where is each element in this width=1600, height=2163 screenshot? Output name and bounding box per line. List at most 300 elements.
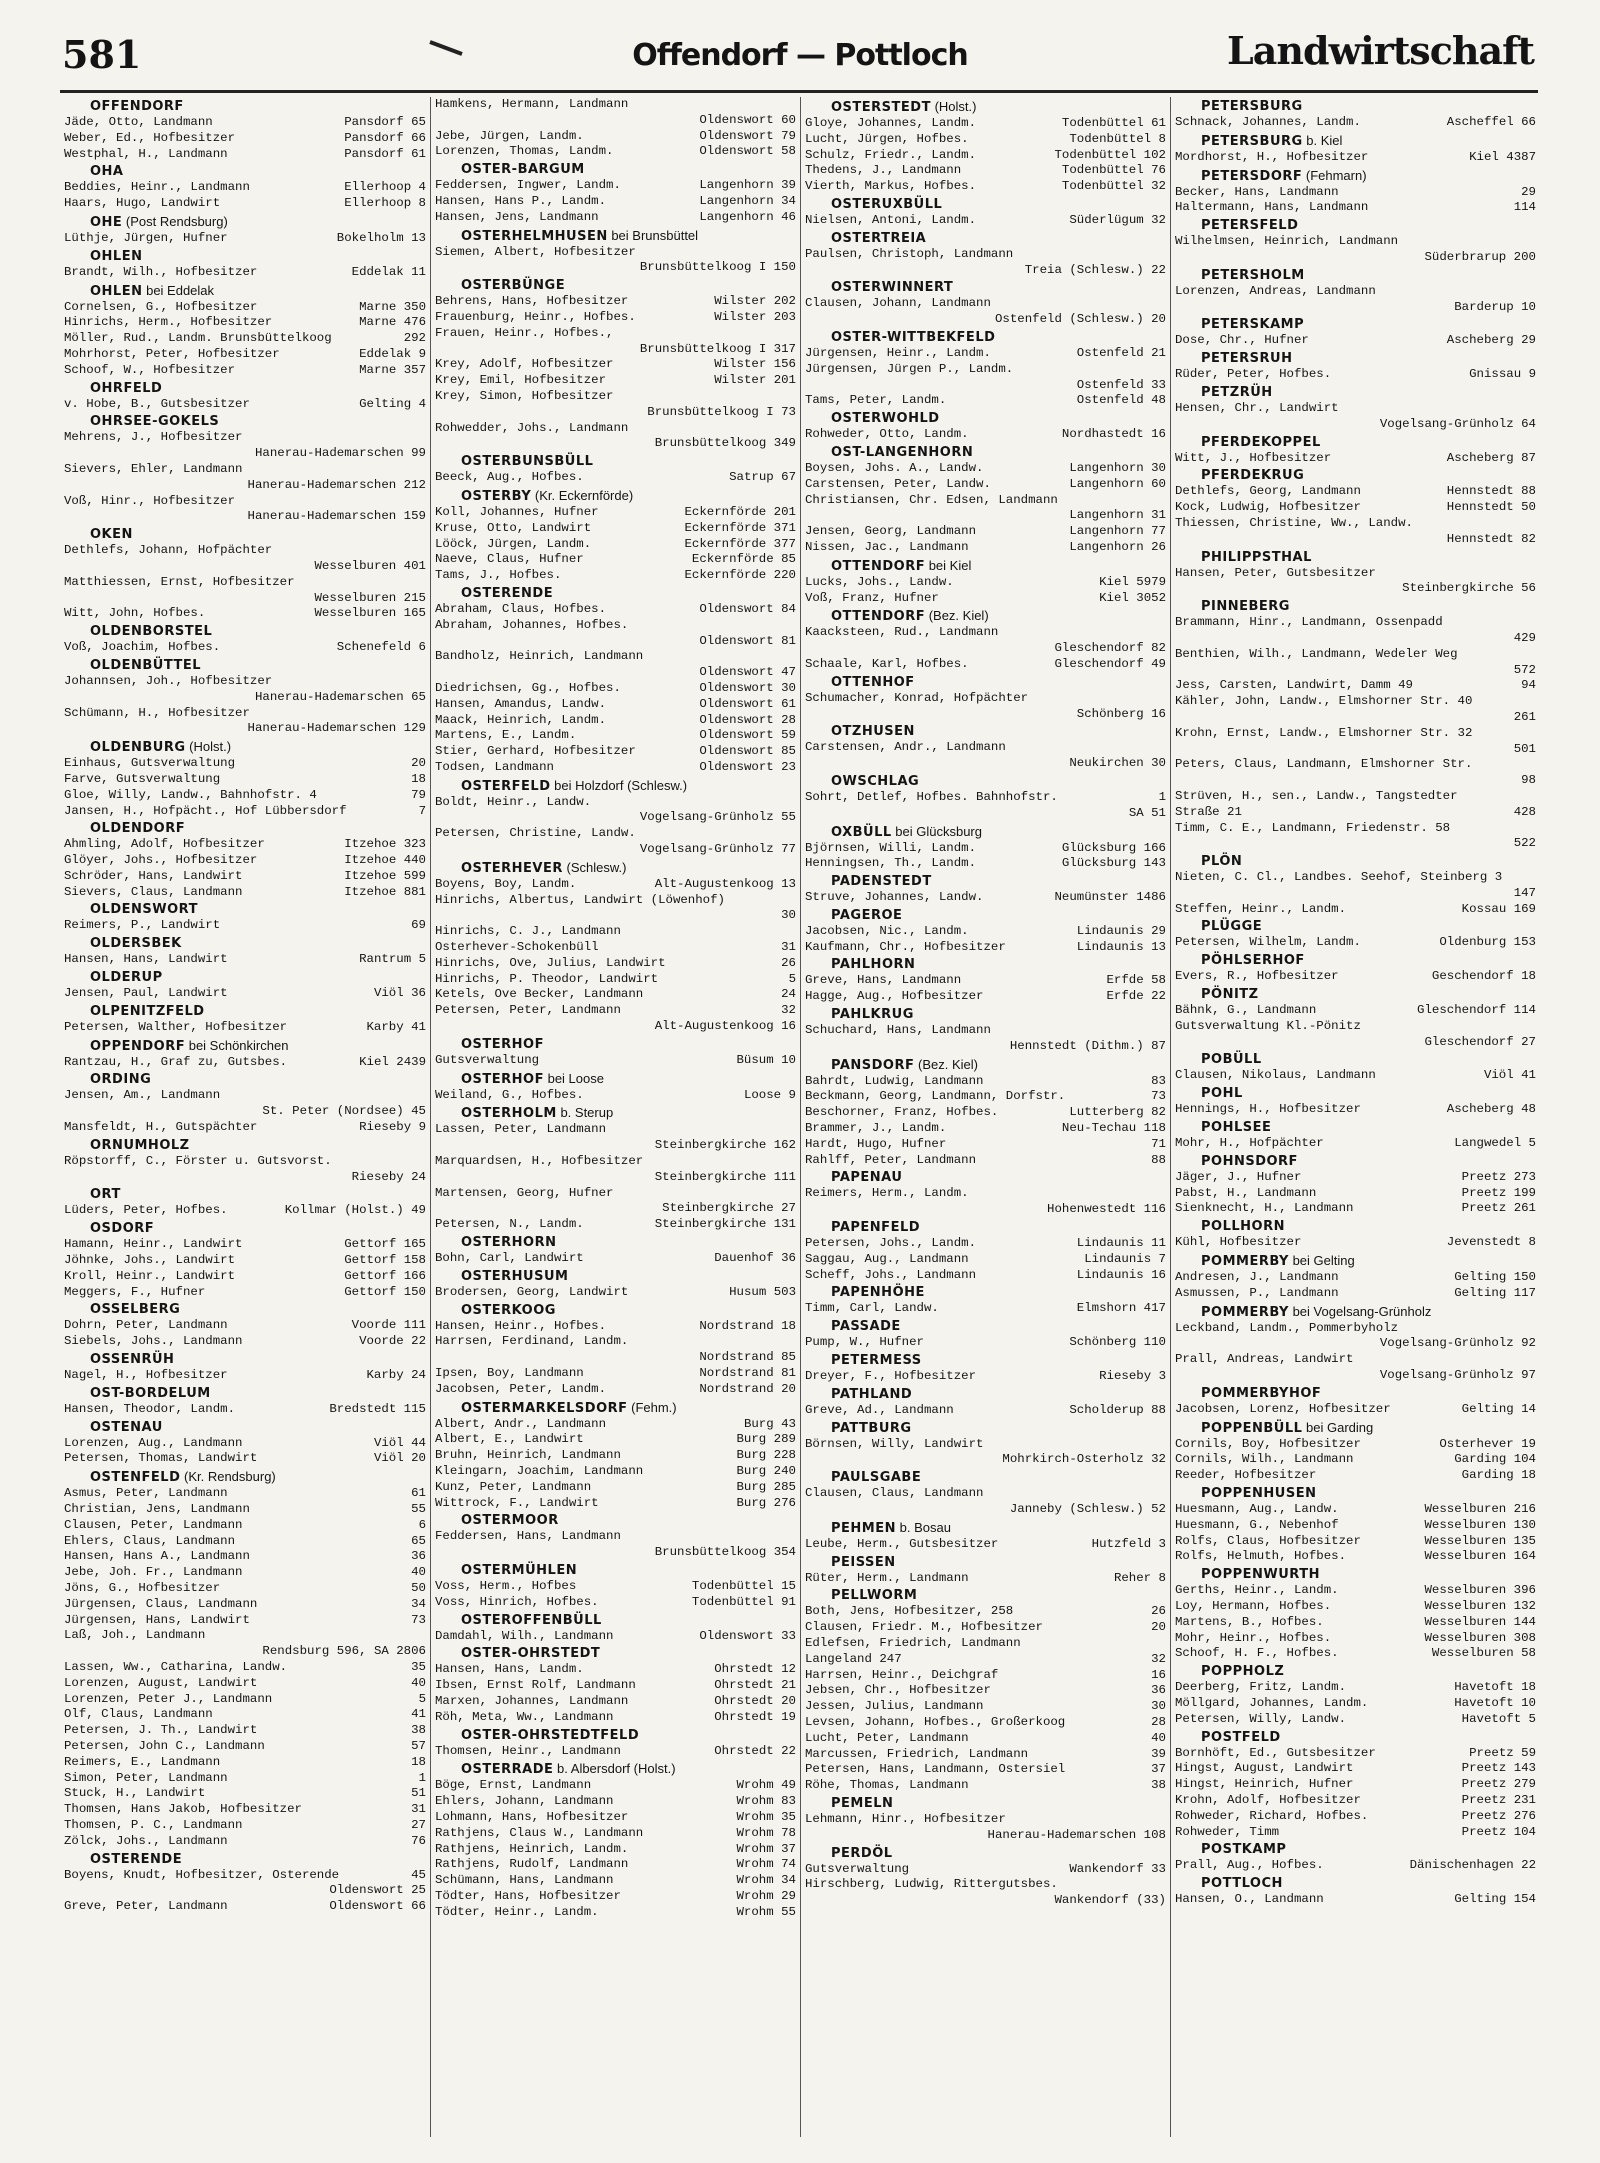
entry-phone: Eddelak 9 — [359, 346, 426, 361]
entry-name: Schoof, H. F., Hofbes. — [1175, 1646, 1339, 1661]
entry-name: Jöns, G., Hofbesitzer — [64, 1581, 221, 1595]
directory-entry — [435, 1251, 796, 1267]
directory-entry — [805, 427, 1166, 443]
entry-name: Abraham, Claus, Hofbes. — [435, 601, 607, 616]
entry-phone: Burg 240 — [736, 1463, 796, 1478]
directory-entry — [435, 294, 796, 310]
entry-name: Schümann, H., Hofbesitzer — [64, 705, 250, 720]
entry-name: Boysen, Johs. A., Landw. — [805, 460, 984, 475]
locality-heading: OSTERBÜNGE — [461, 278, 566, 294]
directory-entry — [1175, 647, 1536, 663]
locality-heading: PINNEBERG — [1201, 599, 1290, 615]
locality-heading: PETERSBURG b. Kiel — [1201, 132, 1343, 149]
entry-phone — [1530, 870, 1536, 886]
locality-block — [805, 99, 1166, 195]
locality-block — [1175, 1154, 1536, 1217]
entry-name: Glöyer, Johs., Hofbesitzer — [64, 853, 258, 868]
directory-entry — [1175, 1402, 1536, 1418]
entry-name: Maack, Heinrich, Landm. — [435, 712, 607, 727]
entry-phone: Oldenswort 85 — [699, 744, 796, 759]
entry-phone: Bokelholm 13 — [336, 230, 426, 245]
entry-name: Hansen, Peter, Gutsbesitzer — [1175, 565, 1376, 580]
entry-name: Jess, Carsten, Landwirt, Damm 49 — [1175, 678, 1413, 693]
entry-phone: Schenefeld 6 — [336, 640, 426, 655]
directory-entry — [435, 568, 796, 584]
entry-name: Schröder, Hans, Landwirt — [64, 868, 243, 883]
locality-block — [1175, 1304, 1536, 1384]
directory-entry — [64, 1597, 426, 1613]
entry-name: Mehrens, J., Hofbesitzer — [64, 430, 243, 445]
entry-phone: Ohrstedt 20 — [714, 1693, 796, 1708]
entry-name: Reimers, P., Landwirt — [64, 918, 221, 933]
directory-entry — [64, 640, 426, 656]
entry-phone: Elmshorn 417 — [1076, 1301, 1166, 1316]
locality-block — [435, 586, 796, 776]
entry-name: Sohrt, Detlef, Hofbes. Bahnhofstr. — [805, 789, 1058, 804]
entry-phone: Neumünster 1486 — [1054, 890, 1166, 905]
directory-entry — [64, 1549, 426, 1565]
directory-entry — [805, 940, 1166, 956]
directory-entry — [435, 877, 796, 893]
directory-entry — [805, 179, 1166, 195]
locality-block — [435, 1071, 796, 1104]
directory-entry — [435, 421, 796, 437]
locality-heading: OSTERBY (Kr. Eckernförde) — [461, 487, 634, 504]
directory-entry — [805, 1877, 1166, 1893]
directory-entry — [805, 1153, 1166, 1169]
locality-block — [1175, 1842, 1536, 1874]
directory-entry — [1175, 726, 1536, 742]
directory-entry — [1175, 1321, 1536, 1337]
directory-entry — [1175, 150, 1536, 166]
entry-phone: Oldenswort 79 — [699, 128, 796, 143]
entry-phone: Hennstedt 88 — [1446, 484, 1536, 499]
directory-entry — [435, 129, 796, 145]
directory-entry — [1175, 1534, 1536, 1550]
entry-phone — [1530, 647, 1536, 663]
entry-phone: Karby 24 — [366, 1368, 426, 1383]
entry-name: Krey, Emil, Hofbesitzer — [435, 373, 607, 388]
locality-heading: PETERMESS — [831, 1353, 922, 1369]
entry-phone — [790, 649, 796, 665]
directory-entry — [805, 1862, 1166, 1878]
directory-entry — [1175, 1809, 1536, 1825]
entry-phone: Kiel 4387 — [1469, 149, 1536, 164]
entry-name: Petersen, Walther, Hofbesitzer — [64, 1019, 288, 1034]
locality-qualifier: bei Vogelsang-Grünholz — [1288, 1303, 1432, 1319]
locality-block — [1175, 385, 1536, 433]
locality-heading: POSTKAMP — [1201, 1842, 1287, 1858]
directory-entry — [805, 841, 1166, 857]
entry-name: Kunz, Peter, Landmann — [435, 1479, 592, 1494]
entry-phone: Büsum 10 — [736, 1052, 796, 1067]
locality-heading: POMMERBYHOF — [1201, 1385, 1322, 1401]
entry-phone: 71 — [1151, 1136, 1166, 1151]
locality-block — [435, 454, 796, 486]
entry-name: Beschorner, Franz, Hofbes. — [805, 1105, 999, 1120]
directory-entry — [64, 1707, 426, 1723]
locality-block — [64, 1469, 426, 1849]
entry-phone: 88 — [1151, 1152, 1166, 1167]
locality-heading: OSTERHOF bei Loose — [461, 1070, 604, 1087]
directory-entry — [64, 1318, 426, 1334]
directory-entry — [435, 389, 796, 405]
entry-name: Rohweder, Otto, Landm. — [805, 427, 969, 442]
entry-phone: Bredstedt 115 — [329, 1401, 426, 1416]
entry-name: Thomsen, Hans Jakob, Hofbesitzer — [64, 1802, 302, 1817]
locality-block — [64, 1138, 426, 1186]
entry-name: Lohmann, Hans, Hofbesitzer — [435, 1809, 629, 1824]
directory-entry — [1175, 1518, 1536, 1534]
entry-phone: 37 — [1151, 1762, 1166, 1777]
entry-phone — [1530, 234, 1536, 250]
locality-block — [64, 739, 426, 819]
directory-entry — [1175, 1437, 1536, 1453]
entry-name: Kruse, Otto, Landwirt — [435, 520, 592, 535]
entry-phone — [420, 543, 426, 559]
directory-entry — [64, 1676, 426, 1692]
locality-heading: PHILIPPSTHAL — [1201, 549, 1312, 565]
entry-continuation: Langenhorn 31 — [1069, 508, 1166, 523]
directory-entry — [64, 918, 426, 934]
entry-name: Carstensen, Peter, Landw. — [805, 476, 991, 491]
directory-entry — [435, 521, 796, 537]
directory-entry — [64, 772, 426, 788]
entry-continuation: Schönberg 16 — [1076, 706, 1166, 721]
locality-block — [805, 1057, 1166, 1169]
locality-block — [805, 908, 1166, 956]
entry-phone: Glücksburg 143 — [1061, 856, 1166, 871]
directory-entry — [1175, 694, 1536, 710]
entry-name: Henningsen, Th., Landm. — [805, 856, 977, 871]
entry-phone — [1530, 726, 1536, 742]
entry-continuation: 501 — [1513, 741, 1536, 756]
entry-name: Bruhn, Heinrich, Landmann — [435, 1448, 621, 1463]
entry-name: Krey, Adolf, Hofbesitzer — [435, 357, 614, 372]
entry-phone: 57 — [411, 1738, 426, 1753]
directory-entry — [1175, 1712, 1536, 1728]
directory-entry — [1175, 1777, 1536, 1793]
directory-entry — [435, 713, 796, 729]
entry-name: Pump, W., Hufner — [805, 1335, 924, 1350]
directory-entry — [805, 1023, 1166, 1039]
directory-entry — [435, 1678, 796, 1694]
directory-entry — [64, 575, 426, 591]
entry-name: Gutsverwaltung Kl.-Pönitz — [1175, 1018, 1361, 1033]
entry-phone: Satrup 67 — [729, 470, 796, 485]
locality-heading: OLDENSWORT — [90, 902, 198, 918]
locality-block — [64, 970, 426, 1002]
locality-block — [805, 724, 1166, 772]
entry-name: Leube, Herm., Gutsbesitzer — [805, 1536, 999, 1551]
directory-entry — [64, 494, 426, 510]
directory-entry — [435, 1432, 796, 1448]
entry-phone: Havetoft 5 — [1461, 1711, 1536, 1726]
entry-phone: Nordstrand 18 — [699, 1318, 796, 1333]
directory-entry — [64, 331, 426, 347]
entry-phone: Oldenswort 30 — [699, 680, 796, 695]
entry-name: Lorenzen, Peter J., Landmann — [64, 1691, 273, 1706]
entry-continuation: Nordstrand 85 — [699, 1350, 796, 1365]
entry-phone: Langenhorn 46 — [699, 209, 796, 224]
directory-entry — [435, 1826, 796, 1842]
locality-heading: OST-BORDELUM — [90, 1385, 211, 1401]
entry-phone: 26 — [1151, 1604, 1166, 1619]
entry-name: Hardt, Hugo, Hufner — [805, 1136, 947, 1151]
locality-block — [805, 774, 1166, 822]
directory-entry — [64, 1154, 426, 1170]
locality-block — [1175, 1486, 1536, 1565]
entry-name: Reeder, Hofbesitzer — [1175, 1468, 1317, 1483]
directory-entry — [805, 1683, 1166, 1699]
directory-entry — [435, 537, 796, 553]
entry-phone: Wesselburen 130 — [1424, 1517, 1536, 1532]
entry-name: Voß, Joachim, Hofbes. — [64, 640, 221, 655]
entry-name: Petersen, Thomas, Landwirt — [64, 1451, 258, 1466]
locality-block — [1175, 168, 1536, 217]
entry-name: Cornelsen, G., Hofbesitzer — [64, 299, 258, 314]
entry-phone: Gettorf 158 — [344, 1253, 426, 1268]
entry-name: Lorenzen, Andreas, Landmann — [1175, 283, 1376, 298]
directory-entry — [1175, 1201, 1536, 1217]
entry-phone: Nordhastedt 16 — [1061, 427, 1166, 442]
entry-name: Einhaus, Gutsverwaltung — [64, 756, 236, 771]
entry-phone: Loose 9 — [743, 1087, 796, 1102]
directory-entry — [64, 1055, 426, 1071]
locality-heading: PAPENHÖHE — [831, 1285, 925, 1301]
locality-heading: PAPENAU — [831, 1170, 903, 1186]
entry-name: Todsen, Landmann — [435, 759, 554, 774]
entry-name: Olf, Claus, Landmann — [64, 1707, 213, 1722]
directory-entry — [435, 744, 796, 760]
entry-phone: Eckernförde 201 — [684, 504, 796, 519]
directory-entry — [1175, 1170, 1536, 1186]
entry-phone: Kiel 3052 — [1099, 590, 1166, 605]
entry-name: Rüder, Peter, Hofbes. — [1175, 367, 1332, 382]
entry-name: Reimers, E., Landmann — [64, 1754, 221, 1769]
directory-entry — [435, 1629, 796, 1645]
entry-name: Timm, C. E., Landmann, Friedenstr. 58 — [1175, 820, 1451, 835]
directory-entry — [1175, 367, 1536, 383]
locality-qualifier: (Post Rendsburg) — [122, 213, 228, 229]
directory-entry — [64, 397, 426, 413]
entry-phone: 38 — [1151, 1778, 1166, 1793]
directory-entry — [1175, 1746, 1536, 1762]
entry-name: Hinrichs, C. J., Landmann — [435, 924, 621, 939]
entry-phone: Todenbüttel 32 — [1061, 179, 1166, 194]
entry-name: Lucht, Peter, Landmann — [805, 1730, 969, 1745]
entry-name: Prall, Andreas, Landwirt — [1175, 1352, 1354, 1367]
locality-block — [435, 1728, 796, 1760]
entry-name: Hansen, O., Landmann — [1175, 1892, 1324, 1907]
entry-name: Wilhelmsen, Heinrich, Landmann — [1175, 234, 1399, 249]
directory-entry — [435, 1382, 796, 1398]
directory-entry — [64, 1628, 426, 1644]
directory-entry — [1175, 1696, 1536, 1712]
locality-heading: PADENSTEDT — [831, 874, 932, 890]
locality-heading: OSTERHUSUM — [461, 1268, 569, 1284]
entry-phone: 51 — [411, 1786, 426, 1801]
entry-phone: Ostenfeld 21 — [1076, 345, 1166, 360]
locality-qualifier: bei Garding — [1302, 1419, 1374, 1435]
locality-heading: OSTERTREIA — [831, 230, 927, 246]
entry-name: Tams, Peter, Landm. — [805, 393, 947, 408]
entry-name: Stier, Gerhard, Hofbesitzer — [435, 744, 636, 759]
entry-name: Clausen, Claus, Landmann — [805, 1486, 984, 1501]
entry-phone: 31 — [411, 1802, 426, 1817]
entry-phone: 292 — [403, 331, 426, 346]
entry-phone: Wilster 203 — [714, 309, 796, 324]
locality-heading: ORNUMHOLZ — [90, 1137, 190, 1153]
directory-entry — [435, 1217, 796, 1233]
entry-phone: Voorde 111 — [351, 1318, 426, 1333]
directory-entry — [1175, 1793, 1536, 1809]
locality-heading: OSTENAU — [90, 1419, 163, 1435]
locality-block — [1175, 133, 1536, 166]
directory-entry — [805, 1486, 1166, 1502]
directory-entry — [1175, 185, 1536, 201]
directory-entry — [1175, 1615, 1536, 1631]
directory-entry — [64, 265, 426, 281]
entry-name: Laß, Joh., Landmann — [64, 1628, 206, 1643]
locality-block — [64, 1072, 426, 1135]
entry-phone: Preetz 59 — [1469, 1745, 1536, 1760]
entry-phone: Rantrum 5 — [359, 952, 426, 967]
directory-entry — [1175, 1102, 1536, 1118]
entry-name: Jensen, Paul, Landwirt — [64, 986, 228, 1001]
entry-name: Brodersen, Georg, Landwirt — [435, 1284, 629, 1299]
entry-phone — [1530, 757, 1536, 773]
entry-phone: 40 — [411, 1565, 426, 1580]
directory-entry — [64, 1899, 426, 1915]
directory-entry — [435, 924, 796, 940]
directory-entry — [64, 1613, 426, 1629]
entry-phone: Lindaunis 16 — [1076, 1267, 1166, 1282]
entry-name: Schnack, Johannes, Landm. — [1175, 115, 1361, 129]
locality-heading: OSTER-OHRSTEDT — [461, 1646, 601, 1662]
directory-entry — [435, 795, 796, 811]
column-1 — [60, 97, 430, 2137]
directory-entry — [64, 1802, 426, 1818]
entry-name: Both, Jens, Hofbesitzer, 258 — [805, 1604, 1014, 1619]
entry-phone — [420, 575, 426, 591]
entry-phone — [1530, 1321, 1536, 1337]
entry-name: Damdahl, Wilh., Landmann — [435, 1628, 614, 1643]
entry-name: Krey, Simon, Hofbesitzer — [435, 388, 614, 403]
entry-phone: Husum 503 — [729, 1284, 796, 1299]
entry-continuation: Rendsburg 596, SA 2806 — [262, 1644, 426, 1659]
entry-phone: 5 — [788, 971, 796, 986]
entry-name: Clausen, Friedr. M., Hofbesitzer — [805, 1620, 1043, 1635]
entry-phone — [790, 618, 796, 634]
entry-name: Carstensen, Andr., Landmann — [805, 740, 1006, 755]
entry-name: Matthiessen, Ernst, Hofbesitzer — [64, 574, 295, 589]
locality-heading: PATHLAND — [831, 1386, 913, 1402]
locality-heading: POSTFELD — [1201, 1729, 1281, 1745]
entry-continuation: Hanerau-Hademarschen 65 — [254, 689, 426, 704]
directory-entry — [805, 1074, 1166, 1090]
locality-qualifier: (Fehm.) — [627, 1399, 677, 1415]
entry-name: Krohn, Ernst, Landw., Elmshorner Str. 32 — [1175, 725, 1473, 740]
entry-phone: Kollmar (Holst.) 49 — [284, 1203, 426, 1218]
entry-name: Abraham, Johannes, Hofbes. — [435, 617, 629, 632]
directory-entry — [435, 1366, 796, 1382]
locality-block — [805, 1007, 1166, 1055]
entry-phone — [1530, 615, 1536, 631]
entry-name: Osterhever-Schokenbüll — [435, 940, 599, 955]
entry-phone: Burg 276 — [736, 1495, 796, 1510]
entry-name: Farve, Gutsverwaltung — [64, 771, 221, 786]
entry-phone: Glücksburg 166 — [1061, 840, 1166, 855]
entry-name: Jessen, Julius, Landmann — [805, 1699, 984, 1714]
entry-phone: Lindaunis 29 — [1076, 923, 1166, 938]
entry-phone: Nordstrand 81 — [699, 1366, 796, 1380]
directory-entry — [1175, 1502, 1536, 1518]
page-header — [0, 0, 1600, 90]
entry-phone: Oldenswort 58 — [699, 144, 796, 159]
directory-entry — [1175, 401, 1536, 417]
entry-name: Martensen, Georg, Hufner — [435, 1185, 614, 1200]
entry-phone: Preetz 276 — [1461, 1808, 1536, 1823]
locality-heading: OSSELBERG — [90, 1302, 181, 1318]
locality-block — [805, 280, 1166, 328]
entry-continuation: Janneby (Schlesw.) 52 — [1009, 1502, 1166, 1517]
entry-name: Rantzau, H., Graf zu, Gutsbes. — [64, 1054, 288, 1069]
locality-heading: POPPENBÜLL bei Garding — [1201, 1419, 1374, 1436]
locality-block — [805, 1555, 1166, 1587]
directory-entry — [805, 116, 1166, 132]
entry-name: Pabst, H., Landmann — [1175, 1185, 1317, 1200]
directory-entry — [1175, 1019, 1536, 1035]
entry-phone: Gelting 154 — [1454, 1892, 1536, 1907]
entry-phone: Neu-Techau 118 — [1061, 1121, 1166, 1136]
entry-phone: 50 — [411, 1581, 426, 1595]
directory-entry — [64, 231, 426, 247]
entry-name: Gloe, Willy, Landw., Bahnhofstr. 4 — [64, 787, 317, 802]
locality-heading: OSTERMÜHLEN — [461, 1562, 578, 1578]
entry-phone — [1160, 1636, 1166, 1652]
directory-entry — [805, 1668, 1166, 1684]
directory-entry — [64, 462, 426, 478]
directory-entry — [805, 477, 1166, 493]
entry-name: Bornhöft, Ed., Gutsbesitzer — [1175, 1745, 1376, 1760]
directory-entry — [1175, 484, 1536, 500]
locality-block — [805, 1588, 1166, 1794]
locality-heading: PEHMEN b. Bosau — [831, 1519, 951, 1536]
directory-entry — [435, 1889, 796, 1905]
locality-block — [1175, 268, 1536, 316]
directory-entry — [1175, 1646, 1536, 1662]
directory-entry — [1175, 500, 1536, 516]
directory-entry — [64, 180, 426, 196]
locality-heading: PEISSEN — [831, 1554, 896, 1570]
entry-phone — [1160, 1186, 1166, 1202]
locality-block — [805, 197, 1166, 229]
locality-heading: POMMERBY bei Vogelsang-Grünholz — [1201, 1303, 1432, 1320]
entry-phone: Wesselburen 216 — [1424, 1502, 1536, 1517]
entry-name: Schumacher, Konrad, Hofpächter — [805, 690, 1029, 705]
entry-phone: Ohrstedt 12 — [714, 1662, 796, 1677]
entry-name: Hansen, Hans A., Landmann — [64, 1549, 250, 1564]
entry-phone: Langenhorn 60 — [1069, 476, 1166, 491]
locality-block — [805, 1353, 1166, 1385]
entry-name: Haltermann, Hans, Landmann — [1175, 200, 1369, 215]
directory-entry — [805, 1268, 1166, 1284]
entry-phone: Viöl 20 — [373, 1451, 426, 1466]
entry-name: Thiessen, Christine, Ww., Landw. — [1175, 515, 1413, 530]
locality-heading: PELLWORM — [831, 1588, 918, 1604]
directory-entry — [1175, 1825, 1536, 1841]
